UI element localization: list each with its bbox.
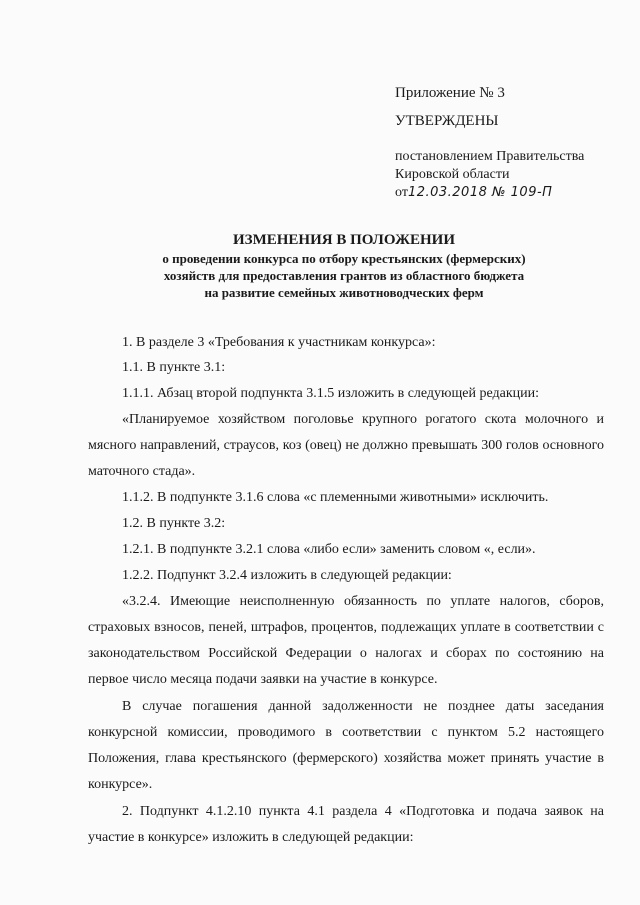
approved-label: УТВЕРЖДЕНЫ (395, 113, 499, 129)
paragraph-quote-1: «Планируемое хозяйством поголовье крупного рогатого скота молочного и мясного направлений, страусов, коз (овец) не должно превышать 300 голов основного маточного стада». (88, 412, 604, 479)
appendix-number: Приложение № 3 (395, 85, 505, 101)
paragraph-debt-repayment: В случае погашения данной задолженности не позднее даты заседания конкурсной комиссии, проводимого в соответствии с пунктом 5.2 настоящего Положения, глава крестьянского (фермерского) хозяйства может принять участие в конкурсе». (88, 699, 604, 792)
paragraph-1-1-2: 1.1.2. В подпункте 3.1.6 слова «с племенными животными» исключить. (122, 490, 549, 505)
document-title (60, 231, 628, 301)
paragraph-1-2: 1.2. В пункте 3.2: (122, 516, 226, 531)
paragraph-2: 2. Подпункт 4.1.2.10 пункта 4.1 раздела 4 «Подготовка и подача заявок на участие в конкурсе» изложить в следующей редакции: (88, 804, 604, 845)
decree-line-2: Кировской области (395, 167, 510, 182)
title-line-3: хозяйств для предоставления грантов из областного бюджета (163, 268, 525, 283)
title-line-4: на развитие семейных животноводческих ферм (204, 285, 484, 300)
paragraph-1-1-1: 1.1.1. Абзац второй подпункта 3.1.5 изложить в следующей редакции: (122, 386, 540, 401)
paragraph-quote-2: «3.2.4. Имеющие неисполненную обязанность по уплате налогов, сборов, страховых взносов, пеней, штрафов, процентов, подлежащих уплате в соответствии с законодательством Российской Федерации о налогах и сборах по состоянию на первое число месяца подачи заявки на участие в конкурсе. (88, 594, 604, 687)
decree-line-1: постановлением Правительства (395, 149, 585, 164)
decree-date-number: 12.03.2018 № 109-П (407, 185, 553, 200)
paragraph-1-2-2: 1.2.2. Подпункт 3.2.4 изложить в следующей редакции: (122, 568, 452, 583)
title-line-2: о проведении конкурса по отбору крестьянских (фермерских) (162, 251, 526, 266)
title-main: ИЗМЕНЕНИЯ В ПОЛОЖЕНИИ (233, 232, 455, 248)
decree-date-line (395, 184, 625, 202)
paragraph-1: 1. В разделе 3 «Требования к участникам конкурса»: (122, 335, 436, 350)
paragraph-1-1: 1.1. В пункте 3.1: (122, 360, 226, 375)
decree-reference (395, 148, 625, 202)
paragraph-1-2-1: 1.2.1. В подпункте 3.2.1 слова «либо если» заменить словом «, если». (122, 542, 536, 557)
decree-prefix: от (395, 185, 408, 200)
